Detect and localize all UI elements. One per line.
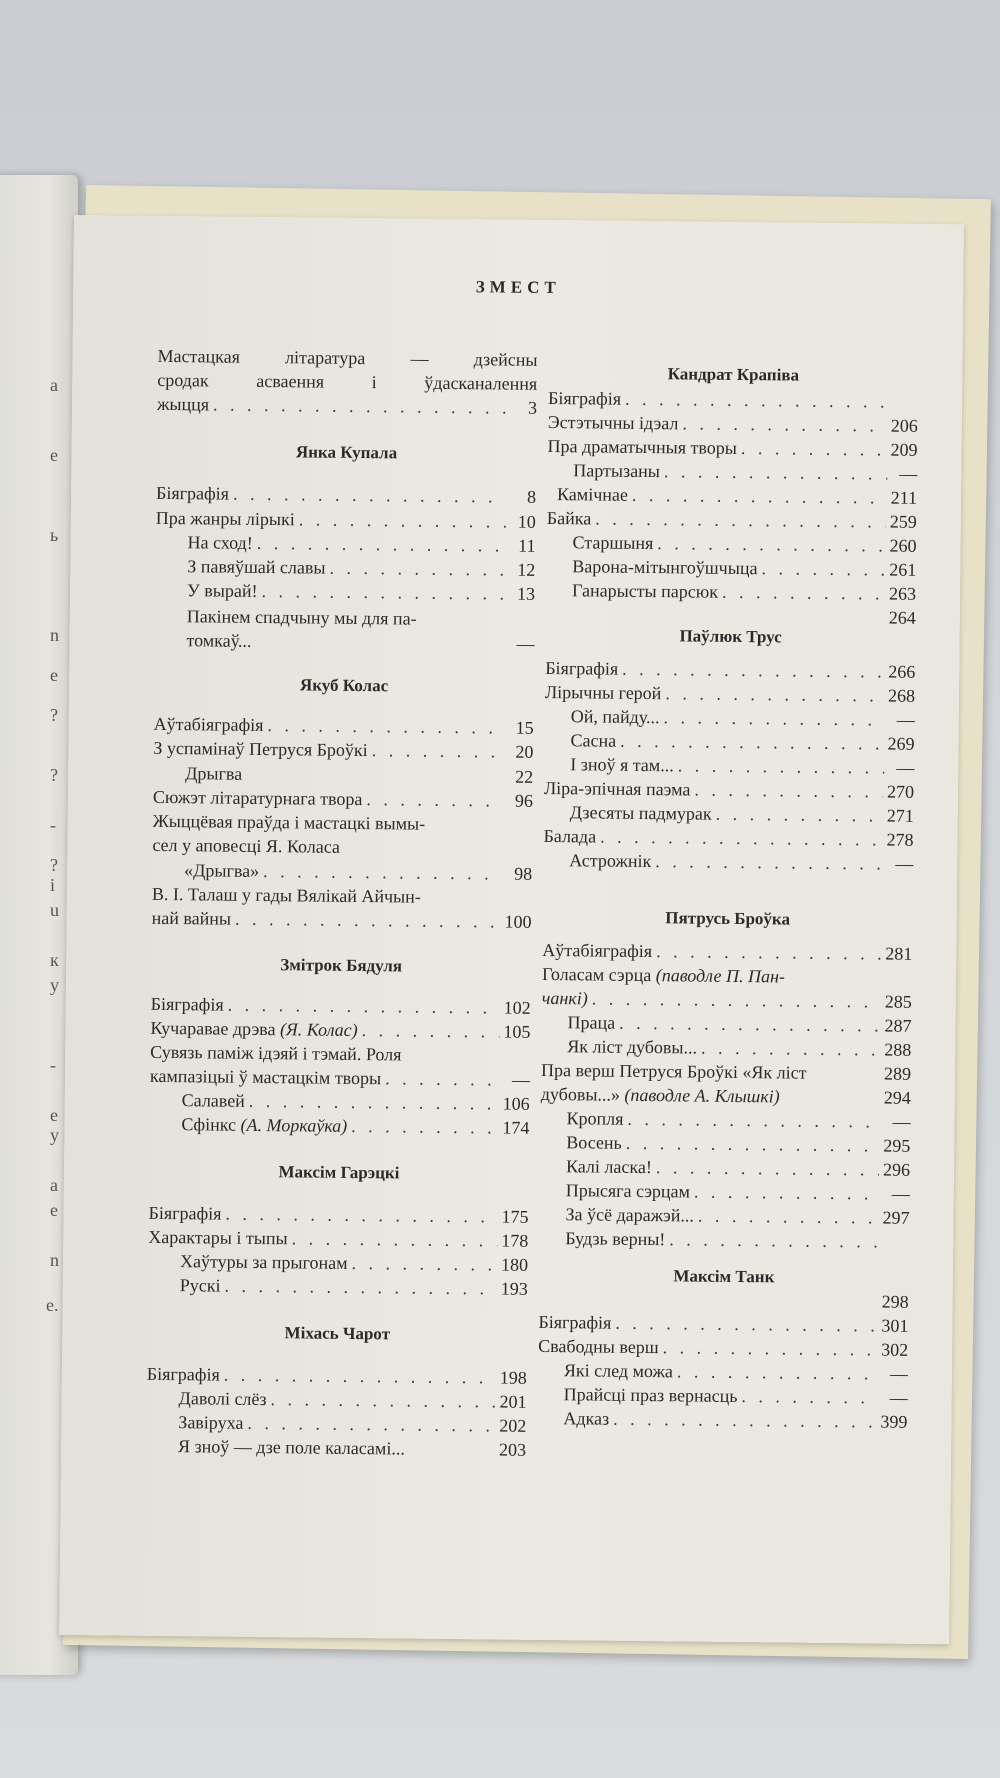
toc-entry: дубовы...» (паводле А. Клышкі) 294 <box>540 1083 911 1108</box>
toc-entry: най вайны . . . 100 <box>152 906 532 935</box>
section-heading: Максім Гарэцкі <box>278 1162 400 1183</box>
margin-letter: ? <box>50 855 58 875</box>
margin-letter: y <box>50 975 59 995</box>
margin-letter: e <box>50 1105 58 1125</box>
toc-entry: Сувязь паміж ідэяй і тэмай. Роля <box>150 1041 402 1065</box>
margin-letter: u <box>50 900 59 920</box>
toc-entry: З успамінаў Петруся Броўкі . . . 20 <box>153 736 533 765</box>
toc-entry: Ліра-эпічная паэма . . . 270 <box>544 776 914 805</box>
toc-entry: Аўтабіяграфія . . . 15 <box>154 712 534 741</box>
toc-entry: томкаў... — <box>186 630 535 654</box>
toc-entry: Сюжэт літаратурнага твора . . . 96 <box>153 785 533 814</box>
margin-letter: ь <box>50 525 59 545</box>
toc-entry: Прайсці праз вернасць . . . — <box>538 1382 908 1411</box>
contents-page <box>59 215 964 1644</box>
toc-entry: Ой, пайду... . . . — <box>545 704 915 733</box>
section-heading: Кандрат Крапіва <box>667 364 800 385</box>
margin-letter: a <box>50 1175 58 1195</box>
toc-entry: Біяграфія . . . 266 <box>545 656 915 685</box>
toc-entry: На сход! . . . 11 <box>155 530 535 559</box>
toc-entry: Біяграфія . . . 198 <box>147 1362 527 1391</box>
section-heading: Якуб Колас <box>299 675 389 696</box>
toc-entry: сродак асваення і ўдасканалення <box>157 369 538 394</box>
toc-entry: Завіруха . . . 202 <box>146 1410 526 1439</box>
section-heading: Максім Танк <box>673 1266 775 1287</box>
toc-entry: Партызаны . . . — <box>547 458 917 487</box>
toc-entry: Кучаравае дрэва (Я. Колас) . . . 105 <box>150 1016 530 1045</box>
section-heading: Міхась Чарот <box>284 1323 391 1344</box>
toc-entry: Біяграфія . . . <box>548 386 918 415</box>
toc-entry: Біяграфія . . . 175 <box>148 1201 528 1230</box>
margin-letter: - <box>50 815 56 835</box>
toc-entry: Будзь верны! . . . <box>539 1226 909 1255</box>
toc-entry: кампазіцыі ў мастацкім творы . . . — <box>150 1064 530 1093</box>
margin-letter: e <box>50 665 58 685</box>
margin-letter: e. <box>46 1295 59 1315</box>
toc-entry: Ганарысты парсюк . . . 263 <box>546 578 916 607</box>
toc-entry: Старшыня . . . 260 <box>546 530 916 559</box>
margin-letter: n <box>50 1250 59 1270</box>
toc-entry: Пра верш Петруся Броўкі «Як ліст 289 <box>540 1059 912 1084</box>
page-title: ЗМЕСТ <box>475 277 561 298</box>
toc-entry: В. І. Талаш у гады Вялікай Айчын- <box>151 883 421 907</box>
toc-entry: Біяграфія . . . 102 <box>151 992 531 1021</box>
toc-entry: Голасам сэрца (паводле П. Пан- <box>541 963 786 987</box>
toc-entry: Як ліст дубовы... . . . 288 <box>541 1034 911 1063</box>
toc-entry: Біяграфія . . . 8 <box>156 481 536 510</box>
toc-entry: Пра жанры лірыкі . . . 10 <box>156 506 536 535</box>
section-heading: Паўлюк Трус <box>679 626 782 647</box>
toc-entry: Балада . . . 278 <box>543 824 913 853</box>
toc-entry: сел у аповесці Я. Коласа <box>152 834 341 857</box>
toc-entry: Характары і тыпы . . . 178 <box>148 1225 528 1254</box>
toc-entry: Сфінкс (А. Моркаўка) . . . 174 <box>149 1112 529 1141</box>
margin-letter: a <box>50 375 58 395</box>
toc-entry: У вырай! . . . 13 <box>155 578 535 607</box>
page-number: 399 <box>880 1411 908 1432</box>
toc-entry: Восень . . . 295 <box>540 1130 910 1159</box>
toc-entry: Пакінем спадчыну мы для па- <box>186 606 417 629</box>
toc-entry: Я зноў — дзе поле каласамі... 203 <box>178 1436 527 1460</box>
margin-letter: e <box>50 445 58 465</box>
toc-entry: «Дрыгва» . . . 98 <box>152 858 532 887</box>
toc-entry: Лірычны герой . . . 268 <box>545 680 915 709</box>
toc-entry: Эстэтычны ідэал . . . 206 <box>548 410 918 439</box>
toc-entry: Калі ласка! . . . 296 <box>540 1154 910 1183</box>
section-heading: Змітрок Бядуля <box>280 955 403 976</box>
section-heading: Янка Купала <box>295 442 398 463</box>
toc-entry: чанкі) . . . 285 <box>542 986 912 1015</box>
margin-letter: n <box>50 625 59 645</box>
toc-entry: Жыццёвая праўда і мастацкі вымы- <box>152 810 426 834</box>
toc-entry: Камічнае . . . 211 <box>547 482 917 511</box>
margin-letter: - <box>50 1055 56 1075</box>
toc-entry: Рускі . . . 193 <box>148 1273 528 1302</box>
toc-entry: Сасна . . . 269 <box>544 728 914 757</box>
toc-entry: Праца . . . 287 <box>541 1010 911 1039</box>
margin-letter: e <box>50 1200 58 1220</box>
toc-entry: Аўтабіяграфія . . . 281 <box>542 938 912 967</box>
toc-entry: Хаўтуры за прыгонам . . . 180 <box>148 1249 528 1278</box>
toc-entry: Адказ . . . 399 <box>537 1406 907 1435</box>
margin-letter: y <box>50 1125 59 1145</box>
toc-entry: Байка . . . 259 <box>547 506 917 535</box>
margin-letter: ? <box>50 705 58 725</box>
margin-letter: к <box>50 950 59 970</box>
toc-entry: І зноў я там... . . . — <box>544 752 914 781</box>
margin-letter: i <box>50 875 56 895</box>
page-ref: 264 <box>888 607 916 628</box>
toc-entry: Варона-мітынгоўшчыца . . . 261 <box>546 554 916 583</box>
toc-entry: Пра драматычныя творы . . . 209 <box>547 434 917 463</box>
toc-entry: Кропля . . . — <box>540 1106 910 1135</box>
toc-entry: Мастацкая літаратура — дзейсны <box>157 345 538 370</box>
margin-letter: ? <box>50 765 58 785</box>
toc-entry: Які след можа . . . — <box>538 1358 908 1387</box>
section-heading: Пятрусь Броўка <box>665 908 791 929</box>
toc-entry: Біяграфія . . . 301 <box>538 1310 908 1339</box>
toc-entry: жыцця . . . 3 <box>157 392 537 421</box>
page-ref: 298 <box>881 1291 909 1312</box>
toc-entry: Прысяга сэрцам . . . — <box>540 1178 910 1207</box>
toc-entry: Даволі слёз . . . 201 <box>146 1386 526 1415</box>
toc-entry: За ўсё даражэй... . . . 297 <box>539 1202 909 1231</box>
toc-entry: Салавей . . . 106 <box>150 1088 530 1117</box>
toc-entry: Свабодны верш . . . 302 <box>538 1334 908 1363</box>
toc-entry: З павяўшай славы . . . 12 <box>155 554 535 583</box>
toc-entry: Астрожнік . . . — <box>543 848 913 877</box>
toc-entry: Дзесяты падмурак . . . 271 <box>544 800 914 829</box>
toc-entry: Дрыгва 22 <box>185 763 534 787</box>
